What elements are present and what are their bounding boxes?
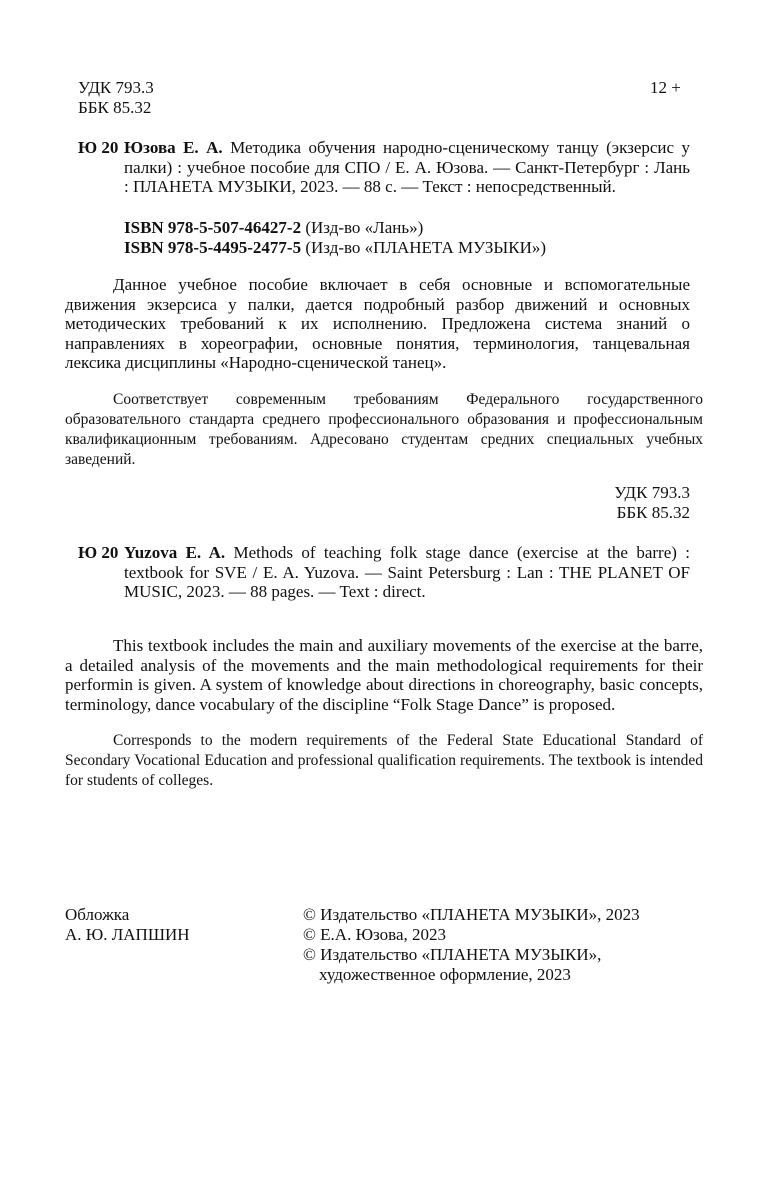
copyright-author: © Е.А. Юзова, 2023 (303, 925, 447, 944)
en-abstract: This textbook includes the main and auxiliary movements of the exercise at the barre, a detailed analysis of the movements and the main methodological requirements for their performin is given. A system of knowledge about directions in choreography, basic concepts, terminology, dance vocabulary of the discipline “Folk Stage Dance” is proposed. (65, 636, 703, 714)
udk-code: УДК 793.3 (78, 78, 154, 97)
copyright-publisher: © Издательство «ПЛАНЕТА МУЗЫКИ», 2023 (303, 905, 640, 924)
isbn-planet-number: ISBN 978-5-4495-2477-5 (124, 238, 302, 257)
ru-record-code: Ю 20 (78, 138, 119, 157)
udk-code-right: УДК 793.3 (614, 483, 690, 502)
ru-record-text (78, 138, 690, 197)
en-record-code: Ю 20 (78, 543, 119, 562)
isbn-planet (124, 238, 546, 258)
age-rating: 12 + (650, 78, 681, 97)
en-standard: Corresponds to the modern requirements of the Federal State Educational Standard of Secondary Vocational Education and professional qualification requirements. The textbook is intended for students of colleges. (65, 732, 703, 789)
isbn-lan-number: ISBN 978-5-507-46427-2 (124, 218, 302, 237)
ru-abstract: Данное учебное пособие включает в себя основные и вспомогательные движения экзерсиса у палки, дается подробный разбор движений и основных методических требований к их исполнению. Предложена система знаний о направлениях в хореографии, основные понятия, терминология, танцевальная лексика дисциплины «Народно-сценической танец». (65, 275, 690, 372)
cover-artist: А. Ю. ЛАПШИН (65, 925, 190, 944)
ru-bib-record (78, 138, 690, 197)
en-record-description: Methods of teaching folk stage dance (exercise at the barre) : textbook for SVE / E. A. Yuzova. — Saint Petersburg : Lan : THE PLANET OF MUSIC, 2023. — 88 pages. — Text : direct. (124, 543, 691, 601)
en-record-text (78, 543, 690, 602)
bbk-code-right: ББК 85.32 (616, 503, 690, 522)
ru-record-description: Методика обучения народно-сценическому танцу (экзерсис у палки) : учебное пособие для СПО / Е. А. Юзова. — Санкт-Петербург : Лань : ПЛАНЕТА МУЗЫКИ, 2023. — 88 с. — Текст : непосредственный. (124, 138, 691, 196)
copyright-design (303, 945, 601, 984)
bbk-code: ББК 85.32 (78, 98, 152, 117)
cover-label: Обложка (65, 905, 130, 924)
en-bib-record (78, 543, 690, 602)
copyright-design-line1: © Издательство «ПЛАНЕТА МУЗЫКИ», (303, 945, 602, 964)
copyright-design-line2: художественное оформление, 2023 (319, 964, 571, 984)
isbn-lan (124, 218, 423, 238)
en-record-author: Yuzova E. A. (124, 543, 226, 562)
ru-standard: Соответствует современным требованиям Федерального государственного образовательного стандарта среднего профессионального образования и профессиональным квалификационным требованиям. Адресовано студентам средних специальных учебных заведений. (65, 391, 703, 468)
isbn-planet-note: (Изд-во «ПЛАНЕТА МУЗЫКИ») (305, 238, 547, 257)
ru-record-author: Юзова Е. А. (124, 138, 223, 157)
isbn-lan-note: (Изд-во «Лань») (305, 218, 424, 237)
